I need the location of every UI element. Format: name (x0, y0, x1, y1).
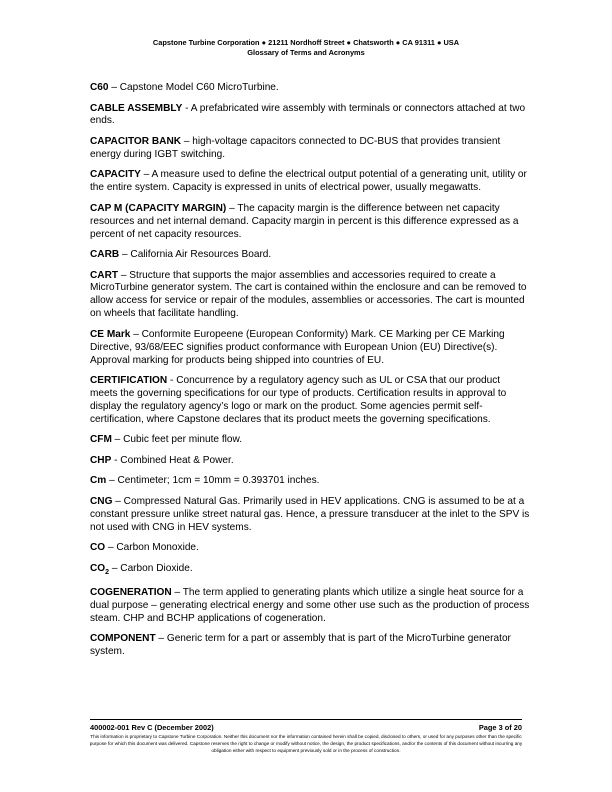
header-document-title: Glossary of Terms and Acronyms (247, 48, 365, 57)
glossary-term-text: COGENERATION (90, 587, 172, 599)
glossary-term (90, 375, 167, 386)
glossary-term-text: CE Mark (90, 328, 131, 340)
glossary-term (90, 169, 141, 180)
glossary-term (90, 542, 105, 553)
page-header (0, 38, 612, 58)
glossary-separator: – (106, 475, 118, 487)
glossary-term-text: CARB (90, 249, 120, 261)
glossary-entry (90, 563, 530, 580)
glossary-separator: – (140, 169, 152, 181)
glossary-entry (90, 475, 530, 488)
glossary-separator: - (167, 375, 177, 387)
glossary-separator: – (105, 542, 117, 554)
glossary-term (90, 82, 109, 93)
glossary-entry (90, 103, 530, 129)
glossary-entry (90, 587, 530, 626)
glossary-definition: A prefabricated wire assembly with terminals or connectors attached at two ends. (90, 102, 526, 127)
glossary-term-text: CO (90, 542, 106, 554)
glossary-term-text: Cm (90, 475, 107, 487)
glossary-term (90, 249, 119, 260)
glossary-entry (90, 633, 530, 659)
glossary-term (90, 103, 182, 114)
glossary-term (90, 475, 106, 486)
glossary-term-text: CERTIFICATION (90, 375, 168, 387)
glossary-term-text: CAPACITOR BANK (90, 135, 182, 147)
glossary-definition: Carbon Monoxide. (116, 542, 199, 554)
glossary-definition: Conformite Europeene (European Conformity) Mark. CE Marking per CE Marking Directive, 93/68/EEC signifies product conformance with European Union (EU) Directive(s). Approval marking for products being shipped into countries of EU. (90, 328, 505, 366)
glossary-separator: - (111, 454, 121, 466)
glossary-separator: – (109, 562, 121, 574)
glossary-separator: – (119, 249, 131, 261)
glossary-term (90, 203, 226, 214)
glossary-entry (90, 542, 530, 555)
glossary-separator: – (130, 328, 142, 340)
glossary-term (90, 136, 181, 147)
glossary-term (90, 270, 118, 281)
glossary-definition: high-voltage capacitors connected to DC-BUS that provides transient energy during IGBT switching. (90, 135, 501, 160)
glossary-term-text: C60 (90, 82, 109, 93)
glossary-separator: – (171, 587, 183, 599)
glossary-term-text: CABLE ASSEMBLY (90, 102, 183, 114)
glossary-entry (90, 329, 530, 368)
glossary-definition: Carbon Dioxide. (120, 562, 193, 574)
glossary-separator: – (111, 434, 124, 446)
glossary-term (90, 434, 112, 445)
glossary-term (90, 587, 172, 598)
glossary-definition: The capacity margin is the difference between net capacity resources and net internal demand. Capacity margin in percent is this difference expressed as a percent of net capacity resources. (90, 202, 519, 240)
glossary-entry (90, 136, 530, 162)
footer-disclaimer: This information is proprietary to Capstone Turbine Corporation. Neither this document nor the information contained herein shall be copied, disclosed to others, or used for any purposes other than the specific purpose for which this document was delivered. Capstone reserves the right to change or modify without notice, the design, the product specifications, and/or the contents of this document without incurring any obligation either with respect to equipment previously sold or in the process of construction. (89, 734, 523, 753)
glossary-entry (90, 434, 530, 447)
glossary-entry (90, 82, 530, 95)
glossary-definition: A measure used to define the electrical output potential of a generating unit, utility or the entire system. Capacity is expressed in units of electrical power, usually megawatts. (90, 169, 527, 194)
glossary-term (90, 329, 130, 340)
glossary-separator: – (155, 633, 167, 645)
glossary-term (90, 496, 112, 507)
glossary-separator: – (226, 202, 238, 214)
glossary-definition: Concurrence by a regulatory agency such as UL or CSA that our product meets the governing specifications for our type of products. Certification results in approval to display the regulatory agency’s logo or mark on the product. Some agencies permit self-certification, where Capstone declares that its product meets the governing specifications. (90, 375, 507, 425)
glossary-definition: Capstone Model C60 MicroTurbine. (119, 82, 279, 93)
glossary-definition: Generic term for a part or assembly that is part of the MicroTurbine generator system. (90, 633, 511, 658)
glossary-entry (90, 169, 530, 195)
glossary-definition: Structure that supports the major assemblies and accessories required to create a MicroTurbine generator system. The cart is contained within the enclosure and can be removed to allow access for service or repair of the modules, assemblies or accessories. The cart is mounted on wheels that facilitate handling. (90, 269, 527, 320)
glossary-term-text: CART (90, 269, 119, 281)
footer-page-number: Page 3 of 20 (478, 723, 522, 732)
glossary-entry (90, 249, 530, 262)
glossary-term-text: CFM (90, 434, 112, 446)
glossary-definition: The term applied to generating plants which utilize a single heat source for a dual purpose – generating electrical energy and some other use such as the production of process steam. CHP and BCHP applications of cogeneration. (90, 587, 530, 624)
glossary-term-text: COMPONENT (90, 633, 156, 645)
glossary-entry (90, 203, 530, 242)
glossary-definition: Combined Heat & Power. (120, 454, 234, 466)
glossary-term-text: CAPACITY (90, 169, 141, 181)
glossary-definition: California Air Resources Board. (130, 249, 272, 261)
footer-divider (90, 719, 522, 720)
glossary-separator: – (112, 495, 124, 507)
glossary-term-text: CO (90, 562, 106, 574)
glossary-term-text: CAP M (CAPACITY MARGIN) (90, 202, 227, 214)
glossary-entry (90, 375, 530, 427)
glossary-body (90, 82, 530, 667)
glossary-definition: Compressed Natural Gas. Primarily used in HEV applications. CNG is assumed to be at a constant pressure unlike street natural gas. Hence, a pressure transducer at the inlet to the SPV is not used with CNG in HEV systems. (90, 495, 530, 533)
glossary-definition: Centimeter; 1cm = 10mm = 0.393701 inches. (117, 475, 320, 487)
glossary-entry (90, 270, 530, 322)
glossary-separator: – (118, 269, 130, 281)
page-footer (90, 723, 522, 732)
glossary-entry (90, 455, 530, 468)
footer-document-id: 400002-001 Rev C (December 2002) (90, 723, 214, 732)
glossary-term (90, 455, 111, 466)
glossary-separator: - (182, 102, 191, 114)
header-company-address: Capstone Turbine Corporation ● 21211 Nordhoff Street ● Chatsworth ● CA 91311 ● USA (152, 38, 460, 47)
glossary-term-text: CHP (90, 454, 112, 466)
glossary-term (90, 563, 109, 574)
glossary-term (90, 633, 156, 644)
glossary-entry (90, 496, 530, 535)
glossary-separator: – (108, 82, 120, 93)
glossary-definition: Cubic feet per minute flow. (123, 434, 243, 446)
glossary-term-subscript: 2 (105, 568, 110, 576)
glossary-separator: – (181, 135, 193, 147)
glossary-term-text: CNG (90, 495, 113, 507)
